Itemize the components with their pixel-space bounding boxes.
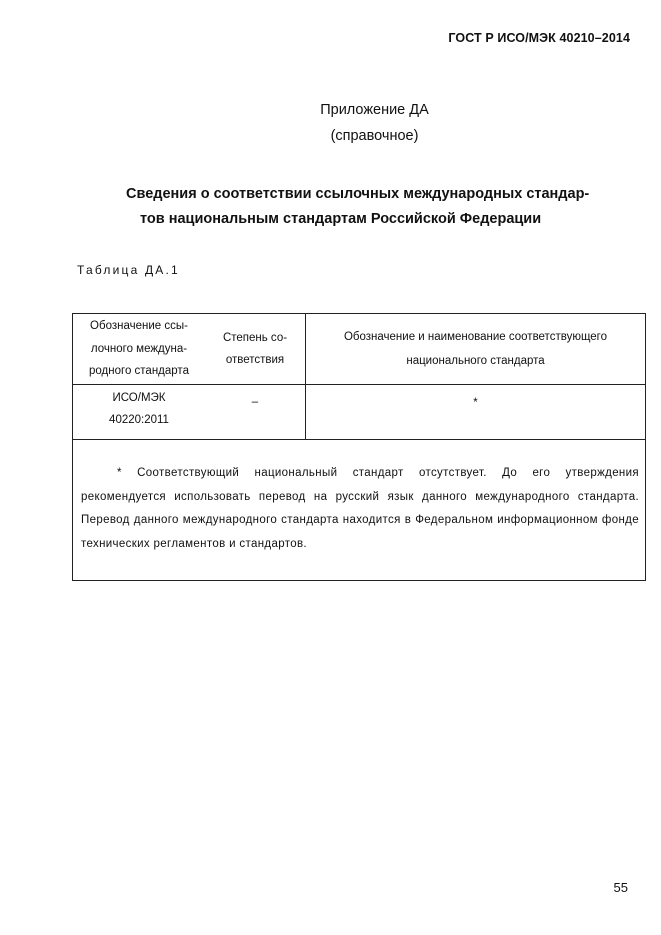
cell-degree-of-correspondence-text: – <box>251 396 259 408</box>
header-degree-of-correspondence <box>205 314 306 385</box>
cell-national-standard-text: * <box>473 397 478 409</box>
appendix-title: Приложение ДА <box>320 102 429 118</box>
table-row <box>73 385 646 440</box>
cell-degree-of-correspondence <box>205 385 306 440</box>
cell-international-designation <box>73 385 206 440</box>
page-number: 55 <box>613 880 628 895</box>
cell-international-designation-text: ИСО/МЭК 40220:2011 <box>109 392 169 426</box>
section-title <box>126 182 626 232</box>
correspondence-table <box>72 313 646 581</box>
header-national-standard <box>306 314 646 385</box>
appendix-subtitle: (справочное) <box>330 128 419 144</box>
header-international-designation-text: Обозначение ссы- лочного междуна- родного стандарта <box>89 320 189 378</box>
header-degree-of-correspondence-text: Степень со- ответствия <box>222 331 288 366</box>
header-national-standard-text: Обозначение и наименование соответствующего национального стандарта <box>343 331 608 367</box>
section-title-line-2: тов национальным стандартам Российской Федерации <box>140 211 542 227</box>
cell-national-standard <box>306 385 646 440</box>
table-footnote: * Соответствующий национальный стандарт отсутствует. До его утверждения рекомендуется использовать перевод на русский язык данного международного стандарта. Перевод данного международного стандарта находится в Федеральном информационном фонде технических регламентов и стандартов. <box>73 440 646 581</box>
document-header-code: ГОСТ Р ИСО/МЭК 40210–2014 <box>448 31 630 45</box>
section-title-line-1: Сведения о соответствии ссылочных международных стандар- <box>126 186 590 202</box>
table-caption: Таблица ДА.1 <box>77 263 180 277</box>
header-international-designation <box>73 314 206 385</box>
table-header-row <box>73 314 646 385</box>
table-footnote-row <box>73 440 646 581</box>
